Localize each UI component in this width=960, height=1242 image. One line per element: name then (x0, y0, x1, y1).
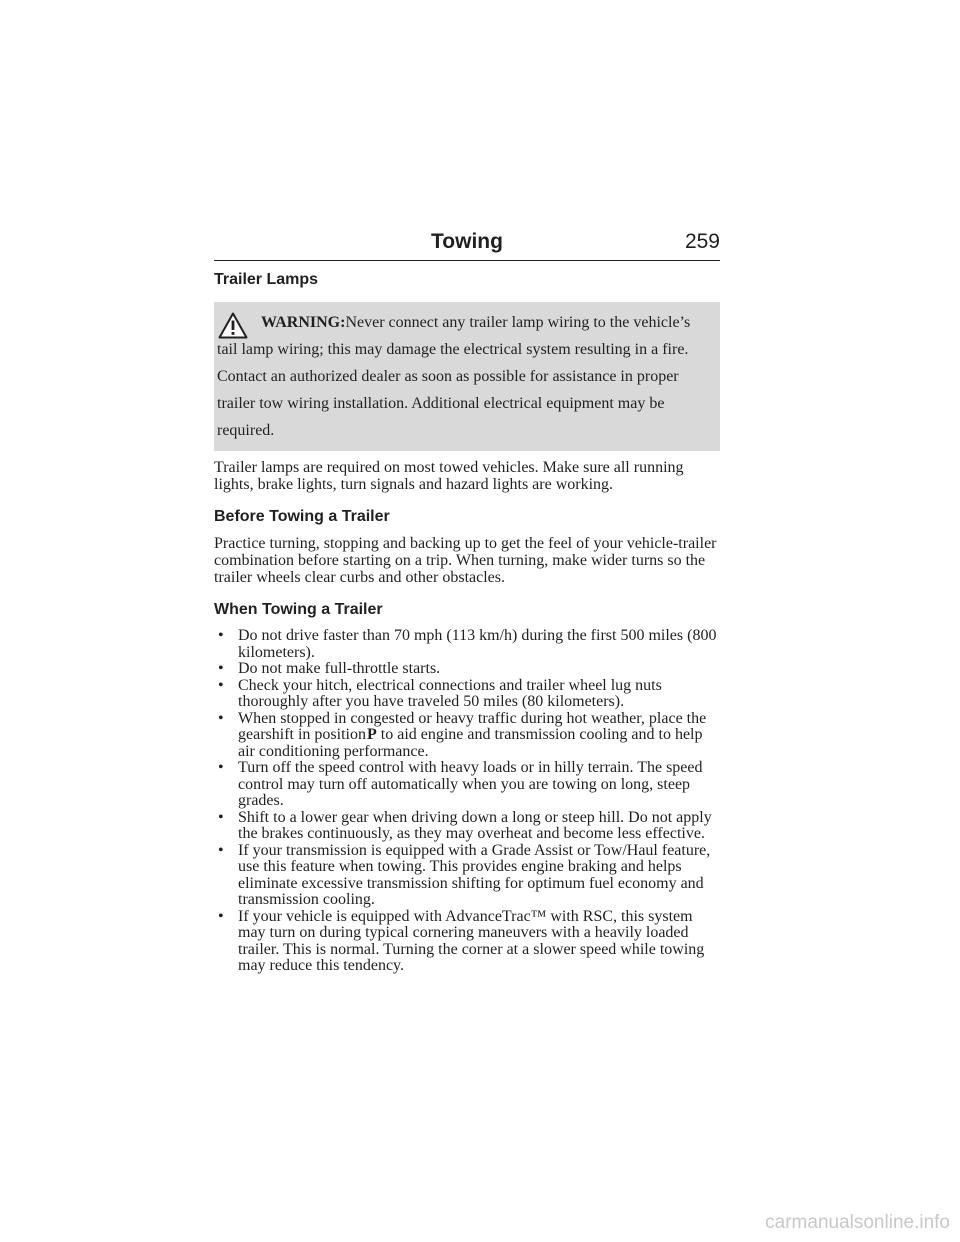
warning-triangle-icon (218, 312, 248, 339)
bullet-icon: • (218, 907, 224, 925)
bullet-icon: • (218, 808, 224, 826)
before-towing-body: Practice turning, stopping and backing up to get the feel of your vehicle-trailer combination before starting on a trip. When turning, make wider turns so the trailer wheels clear curbs and other obstacles. (214, 535, 717, 586)
list-item: • Shift to a lower gear when driving down a long or steep hill. Do not apply the brakes continuously, as they may overheat and become less effective. (218, 808, 712, 842)
warning-label: WARNING: (261, 314, 346, 331)
bullet-icon: • (218, 759, 224, 776)
trailer-lamps-heading: Trailer Lamps (214, 271, 319, 288)
bullet-icon: • (218, 676, 224, 694)
bullet-icon: • (218, 841, 224, 859)
list-item: • Turn off the speed control with heavy loads or in hilly terrain. The speed control may turn off automatically when you are towing on long, steep grades. (218, 759, 703, 809)
section-title: Towing (431, 230, 503, 253)
warning-box (214, 302, 720, 451)
list-item: • When stopped in congested or heavy traffic during hot weather, place the gearshift in positionP to aid engine and transmission cooling and to help air conditioning performance. (218, 709, 707, 760)
bullet-icon: • (218, 660, 224, 677)
list-item: • Do not drive faster than 70 mph (113 km/h) during the first 500 miles (800 kilometers). (218, 627, 717, 661)
list-item: • If your vehicle is equipped with AdvanceTrac™ with RSC, this system may turn on during typical cornering maneuvers with a heavily loaded trailer. This is normal. Turning the corner at a slower speed while towing may reduce this tendency. (218, 907, 705, 974)
when-towing-heading: When Towing a Trailer (214, 601, 383, 618)
bullet-icon: • (218, 709, 224, 727)
list-item: • If your transmission is equipped with a Grade Assist or Tow/Haul feature, use this feature when towing. This provides engine braking and helps eliminate excessive transmission shifting for optimum fuel economy and transmission cooling. (218, 841, 711, 908)
trailer-lamps-body: Trailer lamps are required on most towed vehicles. Make sure all running lights, brake lights, turn signals and hazard lights are working. (214, 459, 684, 493)
gear-position-p: P (366, 726, 377, 743)
bullet-icon: • (218, 627, 224, 644)
page-header (214, 228, 720, 261)
warning-text (217, 309, 710, 444)
watermark[interactable]: carmanualsonline.info (765, 1212, 950, 1233)
warning-message: Never connect any trailer lamp wiring to the vehicle’s tail lamp wiring; this may damage the electrical system resulting in a fire. Contact an authorized dealer as soon as possible for assistance in proper trailer tow wiring installation. Additional electrical equipment may be required. (217, 314, 691, 439)
before-towing-heading: Before Towing a Trailer (214, 508, 390, 525)
list-item: • Check your hitch, electrical connections and trailer wheel lug nuts thoroughly after you have traveled 50 miles (80 kilometers). (218, 676, 662, 710)
page-number: 259 (684, 230, 720, 253)
list-item: • Do not make full-throttle starts. (218, 660, 441, 677)
page-content (214, 270, 720, 975)
when-towing-list (214, 628, 720, 975)
